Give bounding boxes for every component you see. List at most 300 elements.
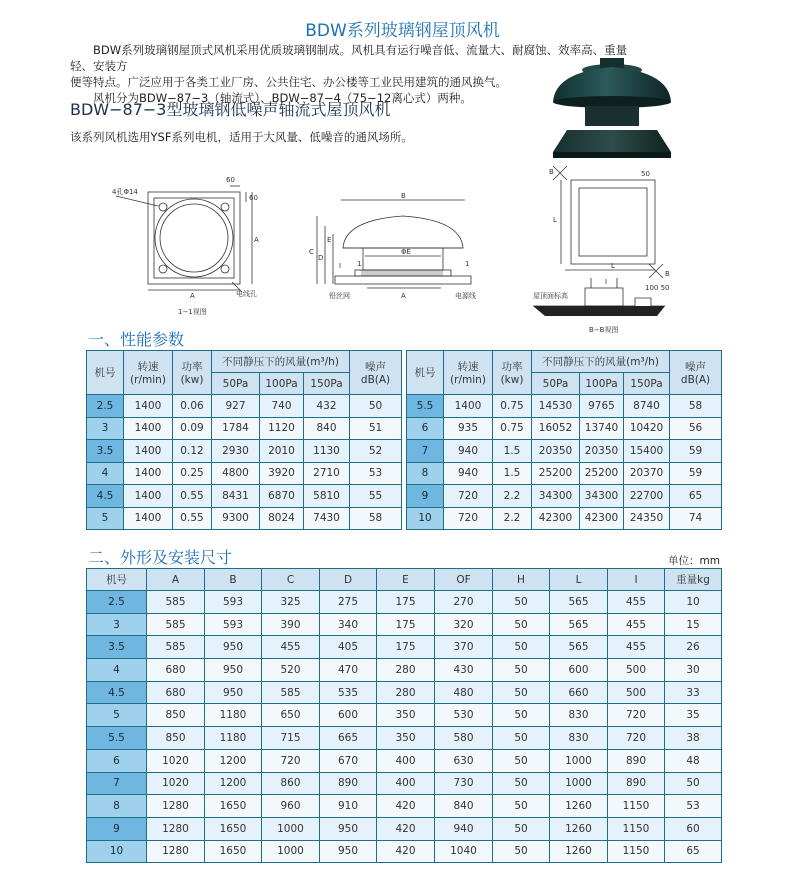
dim-cell-a: 1280: [147, 817, 205, 840]
intro-line-3: 风机分为BDW−87−3（轴流式）、BDW−87−4（75−12离心式）两种。: [93, 91, 472, 105]
label-L-bottom: L: [611, 262, 615, 270]
dim-cell-i: 1150: [608, 840, 665, 863]
dim-header-i: I: [608, 569, 665, 591]
perf-left-cell-power: 0.55: [173, 507, 212, 530]
perf-left-cell-airflow-100pa: 8024: [260, 507, 304, 530]
perf-right-cell-airflow-100pa: 20350: [580, 440, 624, 463]
perf-right-cell-power: 0.75: [493, 395, 532, 418]
dim-cell-d: 340: [320, 613, 377, 636]
perf-left-cell-airflow-100pa: 1120: [260, 417, 304, 440]
label-B-right: B: [665, 270, 670, 278]
perf-right-cell-airflow-50pa: 34300: [532, 485, 580, 508]
label-roof-level: 屋顶面标高: [533, 292, 568, 300]
header-50pa: 50Pa: [212, 373, 260, 395]
dim-header-model: 机号: [87, 569, 147, 591]
dim-cell-of: 270: [435, 591, 493, 614]
dim-row: [87, 681, 722, 704]
perf-right-row: [407, 485, 722, 508]
dim-cell-c: 960: [262, 795, 320, 818]
perf-right-cell-airflow-50pa: 16052: [532, 417, 580, 440]
perf-left-cell-noise: 52: [350, 440, 402, 463]
perf-right-row: [407, 462, 722, 485]
dimensions-table: [86, 568, 722, 863]
dim-cell-model: 4: [87, 659, 147, 682]
dim-cell-c: 860: [262, 772, 320, 795]
perf-left-cell-model: 4: [87, 462, 124, 485]
dim-cell-c: 325: [262, 591, 320, 614]
dim-cell-i: 890: [608, 749, 665, 772]
perf-left-cell-airflow-100pa: 740: [260, 395, 304, 418]
perf-left-cell-noise: 53: [350, 462, 402, 485]
dim-cell-h: 50: [493, 636, 550, 659]
performance-table-left: [86, 350, 402, 530]
perf-left-cell-airflow-50pa: 9300: [212, 507, 260, 530]
dim-cell-a: 680: [147, 659, 205, 682]
dim-cell-a: 850: [147, 727, 205, 750]
header-50pa-right: 50Pa: [532, 373, 580, 395]
view-1-1-caption: 1−1视图: [178, 308, 207, 316]
intro-line-2: 便等特点。广泛应用于各类工业厂房、公共住宅、办公楼等工业民用建筑的通风换气。: [70, 75, 507, 89]
dim-row: [87, 817, 722, 840]
perf-left-cell-speed: 1400: [124, 485, 173, 508]
perf-left-cell-airflow-100pa: 2010: [260, 440, 304, 463]
perf-left-cell-airflow-50pa: 4800: [212, 462, 260, 485]
perf-right-cell-model: 10: [407, 507, 444, 530]
perf-right-cell-airflow-100pa: 42300: [580, 507, 624, 530]
dim-cell-h: 50: [493, 681, 550, 704]
dim-cell-l: 660: [550, 681, 608, 704]
dim-cell-e: 350: [377, 704, 435, 727]
dim-cell-d: 535: [320, 681, 377, 704]
header-airflow-right: 不同静压下的风量(m³/h): [532, 351, 670, 373]
perf-left-row: [87, 507, 402, 530]
header-100pa-right: 100Pa: [580, 373, 624, 395]
dim-cell-model: 5.5: [87, 727, 147, 750]
perf-right-cell-noise: 74: [670, 507, 722, 530]
dim-header-d: D: [320, 569, 377, 591]
dim-cell-i: 455: [608, 613, 665, 636]
dim-cell-l: 830: [550, 704, 608, 727]
perf-right-cell-speed: 1400: [444, 395, 493, 418]
section-dimensions-heading: 二、外形及安装尺寸: [88, 548, 233, 567]
dim-cell-l: 1260: [550, 795, 608, 818]
label-B: B: [401, 192, 406, 200]
dim-cell-a: 850: [147, 704, 205, 727]
dim-row: [87, 704, 722, 727]
perf-left-cell-model: 3: [87, 417, 124, 440]
dim-cell-h: 50: [493, 591, 550, 614]
dim-cell-d: 950: [320, 817, 377, 840]
dim-cell-b: 593: [205, 613, 262, 636]
perf-left-cell-airflow-100pa: 6870: [260, 485, 304, 508]
dim-cell-i: 890: [608, 772, 665, 795]
dim-cell-model: 7: [87, 772, 147, 795]
label-1-right: 1: [465, 260, 470, 268]
perf-right-cell-airflow-150pa: 24350: [624, 507, 670, 530]
perf-left-cell-airflow-150pa: 840: [304, 417, 350, 440]
perf-right-cell-noise: 58: [670, 395, 722, 418]
dim-cell-c: 390: [262, 613, 320, 636]
dim-cell-h: 50: [493, 704, 550, 727]
label-power-cable: 电源线: [455, 292, 476, 300]
label-OE: ΦE: [401, 248, 411, 256]
header-airflow: 不同静压下的风量(m³/h): [212, 351, 350, 373]
header-noise: [350, 351, 402, 395]
dim-cell-c: 585: [262, 681, 320, 704]
dim-cell-weight: 53: [665, 795, 722, 818]
perf-right-cell-airflow-50pa: 42300: [532, 507, 580, 530]
perf-right-cell-speed: 940: [444, 462, 493, 485]
fan-product-photo: [545, 52, 680, 162]
perf-left-cell-airflow-150pa: 5810: [304, 485, 350, 508]
header-noise-unit: dB(A): [360, 374, 391, 386]
header-model-right: 机号: [407, 351, 444, 395]
dim-cell-e: 350: [377, 727, 435, 750]
perf-right-cell-noise: 65: [670, 485, 722, 508]
perf-right-cell-model: 8: [407, 462, 444, 485]
dim-header-of: OF: [435, 569, 493, 591]
dim-cell-l: 600: [550, 659, 608, 682]
header-noise-label-right: 噪声: [685, 361, 707, 373]
perf-left-cell-airflow-150pa: 432: [304, 395, 350, 418]
section-performance-heading: 一、性能参数: [88, 330, 185, 349]
label-100-50: 100 50: [645, 284, 670, 292]
dim-cell-e: 280: [377, 659, 435, 682]
dim-cell-a: 585: [147, 636, 205, 659]
perf-right-cell-airflow-100pa: 25200: [580, 462, 624, 485]
dim-cell-l: 1000: [550, 772, 608, 795]
header-speed-unit-right: (r/min): [450, 374, 486, 386]
dim-cell-weight: 33: [665, 681, 722, 704]
perf-left-cell-airflow-150pa: 1130: [304, 440, 350, 463]
dim-cell-c: 720: [262, 749, 320, 772]
dim-cell-c: 1000: [262, 817, 320, 840]
dim-cell-a: 1280: [147, 795, 205, 818]
dim-cell-b: 1650: [205, 840, 262, 863]
dim-cell-d: 405: [320, 636, 377, 659]
perf-left-cell-model: 2.5: [87, 395, 124, 418]
perf-left-row: [87, 462, 402, 485]
dim-cell-model: 6: [87, 749, 147, 772]
dim-cell-model: 9: [87, 817, 147, 840]
label-A-side-view: A: [401, 292, 406, 300]
perf-left-cell-noise: 51: [350, 417, 402, 440]
dim-cell-e: 400: [377, 772, 435, 795]
perf-right-cell-airflow-50pa: 25200: [532, 462, 580, 485]
perf-right-cell-power: 0.75: [493, 417, 532, 440]
label-I-bb: I: [605, 278, 608, 286]
perf-right-cell-airflow-100pa: 34300: [580, 485, 624, 508]
dim-cell-h: 50: [493, 840, 550, 863]
intro-line-1: BDW系列玻璃钢屋顶式风机采用优质玻璃钢制成。风机具有运行噪音低、流量大、耐腐蚀、效率高、重量轻、安装方: [70, 43, 628, 73]
perf-right-cell-noise: 56: [670, 417, 722, 440]
dim-cell-i: 455: [608, 591, 665, 614]
perf-right-cell-model: 6: [407, 417, 444, 440]
perf-right-row: [407, 395, 722, 418]
dim-cell-h: 50: [493, 749, 550, 772]
dim-cell-d: 665: [320, 727, 377, 750]
label-60-side: 60: [249, 194, 258, 202]
perf-left-cell-airflow-150pa: 2710: [304, 462, 350, 485]
motor-note: 该系列风机选用YSF系列电机，适用于大风量、低噪音的通风场所。: [70, 130, 413, 144]
dim-cell-b: 950: [205, 659, 262, 682]
label-60-top: 60: [226, 176, 235, 184]
dim-cell-weight: 60: [665, 817, 722, 840]
dim-cell-b: 1180: [205, 704, 262, 727]
perf-left-cell-airflow-150pa: 7430: [304, 507, 350, 530]
dim-cell-model: 2.5: [87, 591, 147, 614]
dim-cell-model: 4.5: [87, 681, 147, 704]
dim-cell-e: 420: [377, 840, 435, 863]
dim-cell-weight: 48: [665, 749, 722, 772]
dim-cell-weight: 15: [665, 613, 722, 636]
header-150pa: 150Pa: [304, 373, 350, 395]
perf-left-cell-model: 5: [87, 507, 124, 530]
dim-cell-b: 1650: [205, 795, 262, 818]
dim-cell-e: 175: [377, 636, 435, 659]
dim-row: [87, 840, 722, 863]
header-noise-right: [670, 351, 722, 395]
header-power-unit-right: (kw): [500, 374, 524, 386]
label-1-left: 1: [357, 260, 362, 268]
dim-header-weight: 重量kg: [665, 569, 722, 591]
perf-left-cell-speed: 1400: [124, 462, 173, 485]
perf-right-cell-model: 5.5: [407, 395, 444, 418]
header-speed-unit: (r/min): [130, 374, 166, 386]
dim-cell-e: 400: [377, 749, 435, 772]
dim-cell-model: 3.5: [87, 636, 147, 659]
dim-header-l: L: [550, 569, 608, 591]
header-power-right: [493, 351, 532, 395]
dim-cell-a: 585: [147, 613, 205, 636]
dim-header-e: E: [377, 569, 435, 591]
dim-row: [87, 636, 722, 659]
dim-cell-c: 455: [262, 636, 320, 659]
label-mesh: 铅丝网: [329, 292, 350, 300]
perf-left-cell-airflow-50pa: 1784: [212, 417, 260, 440]
perf-right-cell-power: 2.2: [493, 485, 532, 508]
perf-right-cell-airflow-150pa: 8740: [624, 395, 670, 418]
dim-row: [87, 795, 722, 818]
dim-cell-l: 565: [550, 613, 608, 636]
dim-cell-of: 430: [435, 659, 493, 682]
dim-cell-l: 1260: [550, 840, 608, 863]
perf-right-cell-noise: 59: [670, 462, 722, 485]
perf-left-cell-noise: 50: [350, 395, 402, 418]
dim-cell-e: 175: [377, 613, 435, 636]
dim-cell-h: 50: [493, 659, 550, 682]
dim-cell-weight: 10: [665, 591, 722, 614]
perf-right-cell-airflow-50pa: 20350: [532, 440, 580, 463]
dim-cell-l: 1260: [550, 817, 608, 840]
perf-right-row: [407, 417, 722, 440]
dim-header-h: H: [493, 569, 550, 591]
dim-header-b: B: [205, 569, 262, 591]
perf-right-cell-speed: 940: [444, 440, 493, 463]
dim-row: [87, 727, 722, 750]
perf-left-cell-power: 0.25: [173, 462, 212, 485]
dim-cell-b: 593: [205, 591, 262, 614]
dim-cell-weight: 26: [665, 636, 722, 659]
perf-right-cell-airflow-150pa: 10420: [624, 417, 670, 440]
dim-cell-d: 600: [320, 704, 377, 727]
dim-cell-c: 650: [262, 704, 320, 727]
dim-cell-h: 50: [493, 613, 550, 636]
dim-cell-model: 3: [87, 613, 147, 636]
header-speed: [124, 351, 173, 395]
header-noise-label: 噪声: [365, 361, 387, 373]
dim-cell-of: 630: [435, 749, 493, 772]
perf-left-cell-power: 0.55: [173, 485, 212, 508]
dim-cell-l: 565: [550, 636, 608, 659]
label-E: E: [327, 236, 332, 244]
perf-right-row: [407, 440, 722, 463]
dim-cell-b: 1650: [205, 817, 262, 840]
perf-left-cell-speed: 1400: [124, 507, 173, 530]
dim-cell-d: 275: [320, 591, 377, 614]
dim-cell-i: 720: [608, 704, 665, 727]
perf-left-cell-speed: 1400: [124, 395, 173, 418]
perf-left-row: [87, 440, 402, 463]
perf-left-cell-airflow-50pa: 8431: [212, 485, 260, 508]
dim-cell-e: 175: [377, 591, 435, 614]
perf-right-cell-airflow-100pa: 13740: [580, 417, 624, 440]
perf-left-cell-speed: 1400: [124, 440, 173, 463]
dim-cell-i: 500: [608, 681, 665, 704]
dim-cell-b: 950: [205, 636, 262, 659]
dim-cell-a: 1020: [147, 772, 205, 795]
dim-cell-i: 1150: [608, 817, 665, 840]
dim-cell-h: 50: [493, 795, 550, 818]
view-b-b-drawing: [525, 160, 675, 340]
header-power-label: 功率: [181, 361, 203, 373]
dim-cell-i: 720: [608, 727, 665, 750]
dim-cell-b: 1200: [205, 749, 262, 772]
dim-cell-l: 565: [550, 591, 608, 614]
label-D: D: [318, 254, 324, 262]
dim-cell-h: 50: [493, 727, 550, 750]
dim-cell-i: 455: [608, 636, 665, 659]
dim-cell-of: 370: [435, 636, 493, 659]
header-speed-label: 转速: [137, 361, 159, 373]
perf-right-cell-airflow-150pa: 15400: [624, 440, 670, 463]
label-A-bottom: A: [190, 292, 195, 300]
dim-cell-model: 8: [87, 795, 147, 818]
dim-cell-of: 530: [435, 704, 493, 727]
dim-cell-d: 910: [320, 795, 377, 818]
dim-cell-a: 1280: [147, 840, 205, 863]
dim-cell-c: 1000: [262, 840, 320, 863]
dim-cell-weight: 50: [665, 772, 722, 795]
dim-cell-a: 680: [147, 681, 205, 704]
perf-right-cell-speed: 720: [444, 507, 493, 530]
dim-cell-of: 940: [435, 817, 493, 840]
dim-cell-h: 50: [493, 772, 550, 795]
dim-cell-weight: 35: [665, 704, 722, 727]
product-subtitle: BDW−87−3型玻璃钢低噪声轴流式屋顶风机: [70, 100, 391, 119]
label-50-top: 50: [641, 170, 650, 178]
perf-right-cell-noise: 59: [670, 440, 722, 463]
perf-left-row: [87, 395, 402, 418]
dim-cell-d: 670: [320, 749, 377, 772]
dim-cell-a: 1020: [147, 749, 205, 772]
perf-left-row: [87, 417, 402, 440]
label-holes: 4孔Φ14: [112, 188, 138, 196]
perf-right-cell-speed: 720: [444, 485, 493, 508]
dim-cell-d: 950: [320, 840, 377, 863]
perf-left-row: [87, 485, 402, 508]
dim-cell-e: 280: [377, 681, 435, 704]
dim-cell-weight: 65: [665, 840, 722, 863]
header-power: [173, 351, 212, 395]
perf-left-cell-airflow-50pa: 927: [212, 395, 260, 418]
dim-cell-weight: 38: [665, 727, 722, 750]
perf-right-cell-model: 9: [407, 485, 444, 508]
dim-cell-c: 520: [262, 659, 320, 682]
perf-left-cell-model: 3.5: [87, 440, 124, 463]
perf-left-cell-airflow-50pa: 2930: [212, 440, 260, 463]
header-power-unit: (kw): [180, 374, 204, 386]
dim-cell-d: 890: [320, 772, 377, 795]
dim-cell-of: 1040: [435, 840, 493, 863]
dim-cell-l: 1000: [550, 749, 608, 772]
header-model: 机号: [87, 351, 124, 395]
dim-cell-e: 420: [377, 795, 435, 818]
dim-row: [87, 613, 722, 636]
perf-left-cell-power: 0.09: [173, 417, 212, 440]
header-power-label-right: 功率: [501, 361, 523, 373]
dim-cell-h: 50: [493, 817, 550, 840]
perf-right-cell-power: 2.2: [493, 507, 532, 530]
dim-row: [87, 749, 722, 772]
dim-row: [87, 591, 722, 614]
perf-right-cell-airflow-50pa: 14530: [532, 395, 580, 418]
dim-cell-weight: 30: [665, 659, 722, 682]
perf-left-cell-speed: 1400: [124, 417, 173, 440]
header-150pa-right: 150Pa: [624, 373, 670, 395]
label-B-left: B: [549, 168, 554, 176]
dim-cell-b: 1180: [205, 727, 262, 750]
dim-row: [87, 772, 722, 795]
perf-right-cell-speed: 935: [444, 417, 493, 440]
dim-cell-model: 10: [87, 840, 147, 863]
perf-right-cell-airflow-150pa: 20370: [624, 462, 670, 485]
dim-header-c: C: [262, 569, 320, 591]
header-speed-right: [444, 351, 493, 395]
perf-left-cell-airflow-100pa: 3920: [260, 462, 304, 485]
label-I: I: [339, 262, 342, 270]
perf-left-cell-power: 0.06: [173, 395, 212, 418]
dim-cell-e: 420: [377, 817, 435, 840]
dim-cell-of: 580: [435, 727, 493, 750]
dim-cell-of: 730: [435, 772, 493, 795]
label-A-side: A: [254, 236, 259, 244]
side-elevation-drawing: [305, 190, 500, 305]
perf-left-cell-model: 4.5: [87, 485, 124, 508]
dim-cell-i: 500: [608, 659, 665, 682]
perf-left-cell-power: 0.12: [173, 440, 212, 463]
dim-cell-of: 480: [435, 681, 493, 704]
view-b-b-caption: B−B视图: [589, 326, 619, 334]
label-L-side: L: [553, 216, 557, 224]
label-C: C: [309, 248, 314, 256]
perf-right-row: [407, 507, 722, 530]
view-1-1-drawing: [112, 172, 272, 322]
dim-cell-of: 320: [435, 613, 493, 636]
unit-label: 单位：mm: [668, 555, 720, 567]
page-title: BDW系列玻璃钢屋顶风机: [305, 21, 500, 41]
perf-right-cell-power: 1.5: [493, 440, 532, 463]
